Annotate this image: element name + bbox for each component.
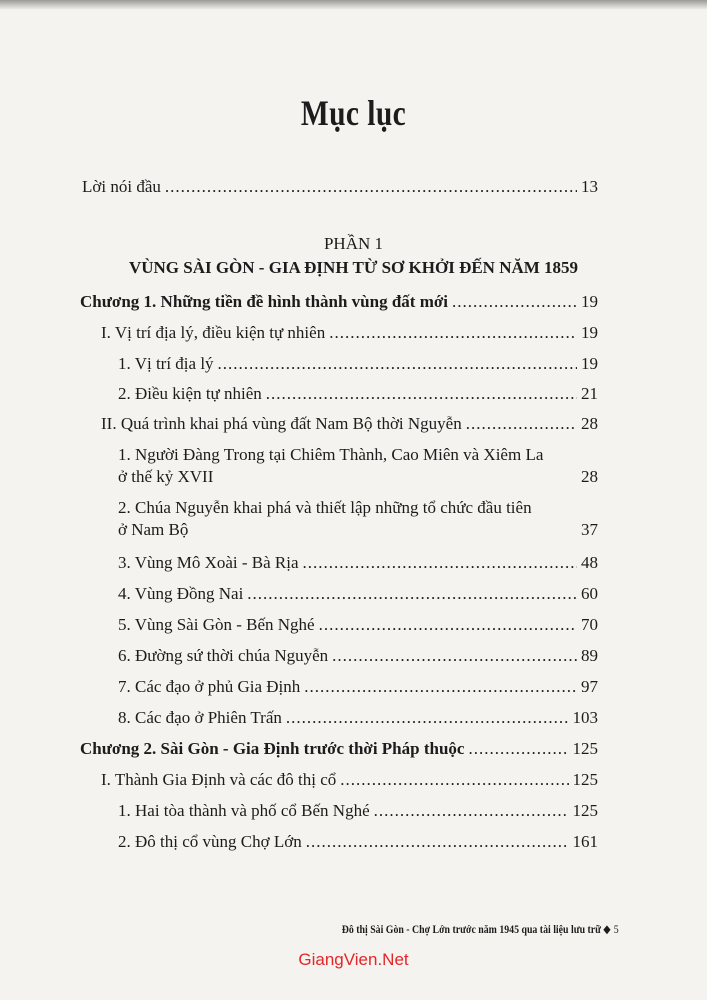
dot-leader [329, 323, 577, 343]
dot-leader [286, 708, 569, 728]
toc-entry-page: 97 [581, 677, 598, 696]
watermark: GiangVien.Net [298, 950, 409, 969]
toc-entry-label: 2. Đô thị cổ vùng Chợ Lớn [118, 832, 302, 851]
dot-leader [468, 739, 568, 759]
toc-entry-chapter-2 [80, 739, 598, 759]
part-label: PHẦN 1 [323, 234, 384, 253]
toc-entry-first-line: 2. Chúa Nguyễn khai phá và thiết lập những tổ chức đầu tiên [118, 498, 532, 517]
toc-entry-first-line: 1. Người Đàng Trong tại Chiêm Thành, Cao Miên và Xiêm La [118, 445, 544, 464]
toc-entry-section [101, 323, 598, 343]
toc-entry-subsection [118, 354, 598, 374]
running-footer [342, 922, 619, 937]
toc-entry-page: 19 [581, 354, 598, 373]
toc-entry-label: 2. Điều kiện tự nhiên [118, 384, 262, 403]
dot-leader [452, 292, 577, 312]
dot-leader [306, 832, 569, 852]
dot-leader [332, 646, 577, 666]
toc-entry-subsection [118, 646, 598, 666]
toc-entry-page: 89 [581, 646, 598, 665]
toc-entry-label: 5. Vùng Sài Gòn - Bến Nghé [118, 615, 315, 634]
toc-entry-page: 19 [581, 292, 598, 311]
toc-entry-page: 28 [581, 467, 598, 486]
dot-leader [247, 584, 577, 604]
toc-entry-page: 28 [581, 414, 598, 433]
toc-entry-label: Lời nói đầu [82, 177, 161, 196]
toc-entry-page: 60 [581, 584, 598, 603]
toc-entry-label: 8. Các đạo ở Phiên Trấn [118, 708, 282, 727]
toc-entry-label: 3. Vùng Mô Xoài - Bà Rịa [118, 553, 299, 572]
toc-entry-label: I. Vị trí địa lý, điều kiện tự nhiên [101, 323, 326, 342]
toc-entry-page: 37 [581, 520, 598, 539]
dot-leader [304, 677, 577, 697]
toc-entry-section [101, 414, 598, 434]
dot-leader [319, 615, 577, 635]
toc-entry-label: 7. Các đạo ở phủ Gia Định [118, 677, 301, 696]
toc-entry-subsection [118, 467, 598, 487]
toc-entry-page: 48 [581, 553, 598, 572]
toc-entry-label: I. Thành Gia Định và các đô thị cổ [101, 770, 337, 789]
toc-entry-label: Chương 2. Sài Gòn - Gia Định trước thời Pháp thuộc [80, 739, 465, 758]
dot-leader [165, 177, 577, 197]
footer-page-number: 5 [614, 922, 619, 936]
dot-leader [340, 770, 568, 790]
toc-entry-preface [82, 177, 598, 197]
toc-entry-label: 1. Vị trí địa lý [118, 354, 214, 373]
dot-leader [466, 414, 577, 434]
toc-entry-label: 4. Vùng Đồng Nai [118, 584, 244, 603]
toc-entry-page: 125 [572, 770, 598, 789]
toc-entry-subsection [118, 615, 598, 635]
part-title: VÙNG SÀI GÒN - GIA ĐỊNH TỪ SƠ KHỞI ĐẾN NĂM 1859 [128, 258, 579, 277]
toc-entry-subsection [118, 553, 598, 573]
toc-entry-page: 161 [572, 832, 598, 851]
dot-leader [303, 553, 577, 573]
toc-entry-label: Chương 1. Những tiền đề hình thành vùng đất mới [80, 292, 449, 311]
toc-entry-label: ở thế kỷ XVII [118, 467, 214, 486]
toc-entry-page: 21 [581, 384, 598, 403]
toc-entry-page: 125 [572, 801, 598, 820]
toc-entry-subsection [118, 520, 598, 540]
toc-entry-label: 1. Hai tòa thành và phố cổ Bến Nghé [118, 801, 370, 820]
dot-leader [374, 801, 569, 821]
footer-book-title: Đô thị Sài Gòn - Chợ Lớn trước năm 1945 qua tài liệu lưu trữ ⬥ [342, 922, 611, 936]
page-title: Mục lục [300, 93, 407, 133]
toc-entry-subsection [118, 584, 598, 604]
toc-entry-section [101, 770, 598, 790]
toc-entry-label: II. Quá trình khai phá vùng đất Nam Bộ thời Nguyễn [101, 414, 462, 433]
toc-entry-chapter-1 [80, 292, 598, 312]
toc-entry-page: 13 [581, 177, 598, 196]
toc-entry-subsection [118, 708, 598, 728]
toc-entry-page: 19 [581, 323, 598, 342]
toc-entry-subsection [118, 832, 598, 852]
page-edge-shadow [0, 0, 707, 10]
toc-entry-page: 103 [572, 708, 598, 727]
toc-entry-page: 125 [572, 739, 598, 758]
toc-entry-subsection [118, 801, 598, 821]
toc-entry-label: ở Nam Bộ [118, 520, 189, 539]
toc-entry-page: 70 [581, 615, 598, 634]
toc-entry-subsection [118, 384, 598, 404]
toc-entry-label: 6. Đường sứ thời chúa Nguyễn [118, 646, 329, 665]
toc-entry-subsection [118, 677, 598, 697]
dot-leader [266, 384, 577, 404]
dot-leader [218, 354, 577, 374]
